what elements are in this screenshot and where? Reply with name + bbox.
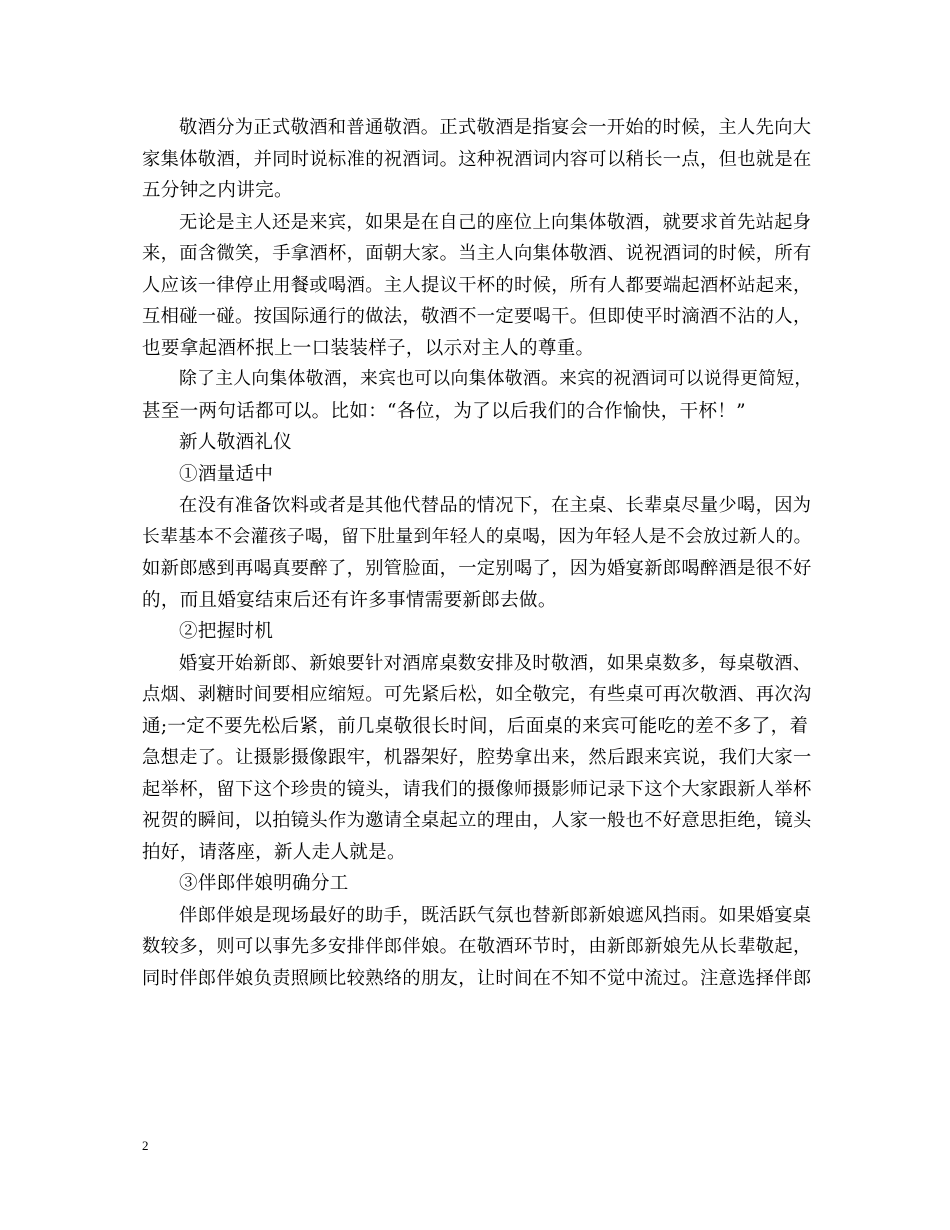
- text-line: 拍好，请落座，新人走人就是。: [142, 841, 406, 863]
- document-body: [142, 112, 812, 994]
- text-line: 互相碰一碰。按国际通行的做法，敬酒不一定要喝干。但即使平时滴酒不沾的人，: [142, 306, 812, 327]
- paragraph: [142, 490, 812, 616]
- text-line: 起举杯，留下这个珍贵的镜头，请我们的摄像师摄影师记录下这个大家跟新人举杯: [142, 778, 812, 800]
- text-line: 婚宴开始新郎、新娘要针对酒席桌数安排及时敬酒，如果桌数多，每桌敬酒、: [179, 652, 812, 674]
- text-line: 家集体敬酒，并同时说标准的祝酒词。这种祝酒词内容可以稍长一点，但也就是在: [142, 148, 812, 170]
- text-line: 除了主人向集体敬酒，来宾也可以向集体敬酒。来宾的祝酒词可以说得更简短，: [179, 369, 813, 389]
- heading-text: ③伴郎伴娘明确分工: [179, 873, 349, 894]
- subsection-heading: [142, 616, 812, 648]
- text-line: 通;一定不要先松后紧，前几桌敬很长时间，后面桌的来宾可能吃的差不多了，着: [142, 715, 809, 737]
- paragraph: [142, 207, 812, 365]
- text-line: 长辈基本不会灌孩子喝，留下肚量到年轻人的桌喝，因为年轻人是不会放过新人的。: [142, 526, 812, 547]
- text-line: 的，而且婚宴结束后还有许多事情需要新郎去做。: [142, 589, 557, 611]
- paragraph: [142, 648, 812, 869]
- paragraph: [142, 112, 812, 207]
- text-line: 祝贺的瞬间，以拍镜头作为邀请全桌起立的理由，人家一般也不好意思拒绝，镜头: [142, 810, 812, 831]
- text-line: 点烟、剥糖时间要相应缩短。可先紧后松，如全敬完，有些桌可再次敬酒、再次沟: [142, 684, 812, 705]
- text-line: 五分钟之内讲完。: [142, 180, 293, 201]
- heading-text: ①酒量适中: [179, 463, 274, 485]
- text-line: 数较多，则可以事先多安排伴郎伴娘。在敬酒环节时，由新郎新娘先从长辈敬起，: [142, 936, 812, 957]
- text-line: 如新郎感到再喝真要醉了，别管脸面，一定别喝了，因为婚宴新郎喝醉酒是很不好: [142, 558, 812, 579]
- text-line: 同时伴郎伴娘负责照顾比较熟络的朋友，让时间在不知不觉中流过。注意选择伴郎: [142, 967, 812, 989]
- text-line: 人应该一律停止用餐或喝酒。主人提议干杯的时候，所有人都要端起酒杯站起来，: [142, 274, 812, 296]
- text-line: 无论是主人还是来宾，如果是在自己的座位上向集体敬酒，就要求首先站起身: [179, 211, 812, 233]
- subsection-heading: [142, 868, 812, 900]
- text-line: 在没有准备饮料或者是其他代替品的情况下，在主桌、长辈桌尽量少喝，因为: [179, 495, 812, 516]
- text-line: 也要拿起酒杯抿上一口装装样子，以示对主人的尊重。: [142, 337, 595, 359]
- paragraph: [142, 900, 812, 995]
- paragraph: [142, 364, 812, 427]
- section-heading: [142, 427, 812, 459]
- text-line: 甚至一两句话都可以。比如：“各位，为了以后我们的合作愉快，干杯！”: [142, 400, 746, 422]
- page-number: 2: [142, 1138, 149, 1153]
- heading-text: ②把握时机: [179, 621, 274, 642]
- subsection-heading: [142, 459, 812, 491]
- text-line: 伴郎伴娘是现场最好的助手，既活跃气氛也替新郎新娘遮风挡雨。如果婚宴桌: [179, 904, 812, 926]
- heading-text: 新人敬酒礼仪: [179, 432, 293, 453]
- text-line: 敬酒分为正式敬酒和普通敬酒。正式敬酒是指宴会一开始的时候，主人先向大: [179, 117, 812, 138]
- text-line: 来，面含微笑，手拿酒杯，面朝大家。当主人向集体敬酒、说祝酒词的时候，所有: [142, 243, 812, 264]
- text-line: 急想走了。让摄影摄像跟牢，机器架好，腔势拿出来，然后跟来宾说，我们大家一: [142, 747, 812, 768]
